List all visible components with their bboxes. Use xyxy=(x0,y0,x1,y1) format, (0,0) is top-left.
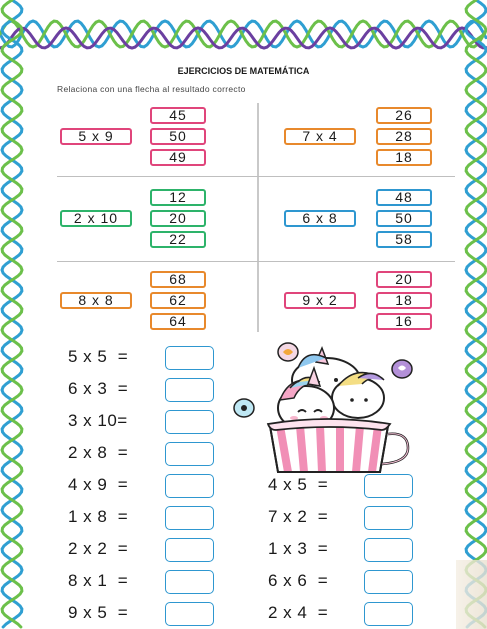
match-option-4-3[interactable]: 58 xyxy=(376,231,432,248)
match-option-6-2[interactable]: 18 xyxy=(376,292,432,309)
answer-box-right-2[interactable] xyxy=(364,506,413,530)
equation-left-6: 1 x 8 = xyxy=(68,507,129,526)
match-option-5-2[interactable]: 62 xyxy=(150,292,206,309)
answer-box-left-2[interactable] xyxy=(165,378,214,402)
page-title: EJERCICIOS DE MATEMÁTICA xyxy=(177,66,310,76)
match-question-2[interactable]: 7 x 4 xyxy=(284,128,356,145)
unicorn-cats-illustration xyxy=(228,338,418,478)
match-option-4-1[interactable]: 48 xyxy=(376,189,432,206)
equation-right-3: 1 x 3 = xyxy=(268,539,329,558)
match-question-5[interactable]: 8 x 8 xyxy=(60,292,132,309)
match-option-5-1[interactable]: 68 xyxy=(150,271,206,288)
faded-photo-edge xyxy=(456,560,487,629)
equation-left-7: 2 x 2 = xyxy=(68,539,129,558)
match-option-2-3[interactable]: 18 xyxy=(376,149,432,166)
match-question-6[interactable]: 9 x 2 xyxy=(284,292,356,309)
match-option-3-1[interactable]: 12 xyxy=(150,189,206,206)
answer-box-left-5[interactable] xyxy=(165,474,214,498)
answer-box-left-6[interactable] xyxy=(165,506,214,530)
match-option-4-2[interactable]: 50 xyxy=(376,210,432,227)
answer-box-left-3[interactable] xyxy=(165,410,214,434)
match-option-2-2[interactable]: 28 xyxy=(376,128,432,145)
match-question-1[interactable]: 5 x 9 xyxy=(60,128,132,145)
equation-right-1: 4 x 5 = xyxy=(268,475,329,494)
equation-left-4: 2 x 8 = xyxy=(68,443,129,462)
answer-box-right-4[interactable] xyxy=(364,570,413,594)
match-option-1-1[interactable]: 45 xyxy=(150,107,206,124)
match-option-3-3[interactable]: 22 xyxy=(150,231,206,248)
equation-left-8: 8 x 1 = xyxy=(68,571,129,590)
match-option-2-1[interactable]: 26 xyxy=(376,107,432,124)
answer-box-left-8[interactable] xyxy=(165,570,214,594)
row-divider-1 xyxy=(57,176,455,177)
answer-box-left-4[interactable] xyxy=(165,442,214,466)
equation-left-5: 4 x 9 = xyxy=(68,475,129,494)
answer-box-right-3[interactable] xyxy=(364,538,413,562)
match-option-6-3[interactable]: 16 xyxy=(376,313,432,330)
answer-box-left-1[interactable] xyxy=(165,346,214,370)
equation-left-9: 9 x 5 = xyxy=(68,603,129,622)
match-option-3-2[interactable]: 20 xyxy=(150,210,206,227)
equation-right-2: 7 x 2 = xyxy=(268,507,329,526)
match-question-3[interactable]: 2 x 10 xyxy=(60,210,132,227)
equation-right-5: 2 x 4 = xyxy=(268,603,329,622)
answer-box-left-9[interactable] xyxy=(165,602,214,626)
row-divider-2 xyxy=(57,261,455,262)
match-option-6-1[interactable]: 20 xyxy=(376,271,432,288)
equation-left-3: 3 x 10= xyxy=(68,411,128,430)
equation-left-2: 6 x 3 = xyxy=(68,379,129,398)
match-option-5-3[interactable]: 64 xyxy=(150,313,206,330)
vertical-divider xyxy=(257,103,259,332)
match-option-1-2[interactable]: 50 xyxy=(150,128,206,145)
answer-box-right-5[interactable] xyxy=(364,602,413,626)
equation-left-1: 5 x 5 = xyxy=(68,347,129,366)
equation-right-4: 6 x 6 = xyxy=(268,571,329,590)
instruction-text: Relaciona con una flecha al resultado correcto xyxy=(57,84,246,94)
match-question-4[interactable]: 6 x 8 xyxy=(284,210,356,227)
answer-box-left-7[interactable] xyxy=(165,538,214,562)
match-option-1-3[interactable]: 49 xyxy=(150,149,206,166)
